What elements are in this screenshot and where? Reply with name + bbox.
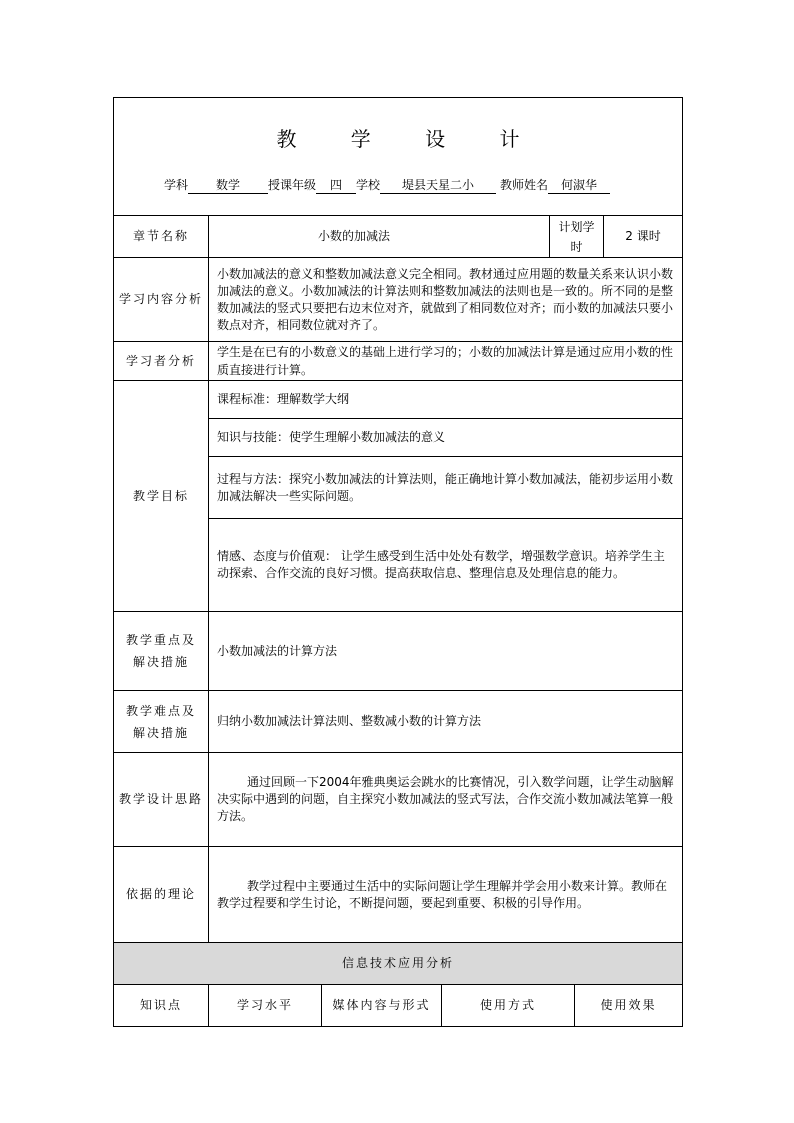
- idea-text: 通过回顾一下2004年雅典奥运会跳水的比赛情况，引入数学问题，让学生动脑解决实际中遇到的问题，自主探究小数加减法的竖式写法，合作交流小数加减法笔算一般方法。: [209, 753, 683, 847]
- goal-process: 过程与方法：探究小数加减法的计算法则，能正确地计算小数加减法，能初步运用小数加减法解决一些实际问题。: [209, 457, 683, 519]
- content-text: 小数加减法的意义和整数加减法意义完全相同。教材通过应用题的数量关系来认识小数加减法的意义。小数加减法的计算法则和整数加减法的法则也是一致的。所不同的是整数加减法的竖式只要把右边末位对齐，就做到了相同数位对齐；而小数的加减法只要小数点对齐，相同数位就对齐了。: [209, 258, 683, 342]
- key-label: 教学重点及解决措施: [114, 612, 209, 691]
- it-analysis-row: [114, 943, 683, 985]
- idea-row: [114, 753, 683, 847]
- chapter-row: [114, 216, 683, 258]
- goal-emotion: 情感、态度与价值观： 让学生感受到生活中处处有数学，增强数学意识。培养学生主动探索、合作交流的良好习惯。提高获取信息、整理信息及处理信息的能力。: [209, 519, 683, 612]
- difficulty-text: 归纳小数加减法计算法则、整数减小数的计算方法: [209, 691, 683, 753]
- content-row: [114, 258, 683, 342]
- col-knowledge: 知识点: [114, 985, 209, 1027]
- grade-label: 授课年级: [268, 178, 317, 192]
- theory-row: [114, 847, 683, 943]
- theory-text: 教学过程中主要通过生活中的实际问题让学生理解并学会用小数来计算。教师在教学过程要和学生讨论，不断提问题，要起到重要、积极的引导作用。: [209, 847, 683, 943]
- goal-standard-row: [114, 381, 683, 419]
- key-row: [114, 612, 683, 691]
- content-label: 学习内容分析: [114, 258, 209, 342]
- goals-label: 教学目标: [114, 381, 209, 612]
- document-title: 教 学 设 计: [276, 127, 544, 151]
- chapter-label: 章节名称: [114, 216, 209, 258]
- learner-label: 学习者分析: [114, 342, 209, 381]
- teacher-value: 何淑华: [548, 178, 610, 194]
- it-columns-row: [114, 985, 683, 1027]
- chapter-value: 小数的加减法: [209, 216, 550, 258]
- difficulty-row: [114, 691, 683, 753]
- learner-row: [114, 342, 683, 381]
- teacher-label: 教师姓名: [500, 178, 549, 192]
- col-level: 学习水平: [209, 985, 322, 1027]
- header-row: [114, 98, 683, 216]
- idea-label: 教学设计思路: [114, 753, 209, 847]
- plan-value: 2 课时: [604, 216, 683, 258]
- it-analysis-heading: 信息技术应用分析: [114, 943, 683, 985]
- col-media: 媒体内容与形式: [322, 985, 442, 1027]
- school-label: 学校: [356, 178, 381, 192]
- learner-text: 学生是在已有的小数意义的基础上进行学习的；小数的加减法计算是通过应用小数的性质直接进行计算。: [209, 342, 683, 381]
- grade-value: 四: [316, 178, 356, 194]
- col-usage: 使用方式: [442, 985, 575, 1027]
- goal-standard: 课程标准：理解数学大纲: [209, 381, 683, 419]
- header-cell: [114, 98, 683, 216]
- key-text: 小数加减法的计算方法: [209, 612, 683, 691]
- meta-line: [164, 177, 610, 194]
- col-effect: 使用效果: [575, 985, 683, 1027]
- plan-label: 计划学时: [550, 216, 604, 258]
- goal-knowledge: 知识与技能：使学生理解小数加减法的意义: [209, 419, 683, 457]
- theory-label: 依据的理论: [114, 847, 209, 943]
- school-value: 堤县天星二小: [380, 178, 496, 194]
- subject-label: 学科: [164, 178, 189, 192]
- lesson-plan-table: [113, 97, 683, 1027]
- subject-value: 数学: [188, 178, 268, 194]
- difficulty-label: 教学难点及解决措施: [114, 691, 209, 753]
